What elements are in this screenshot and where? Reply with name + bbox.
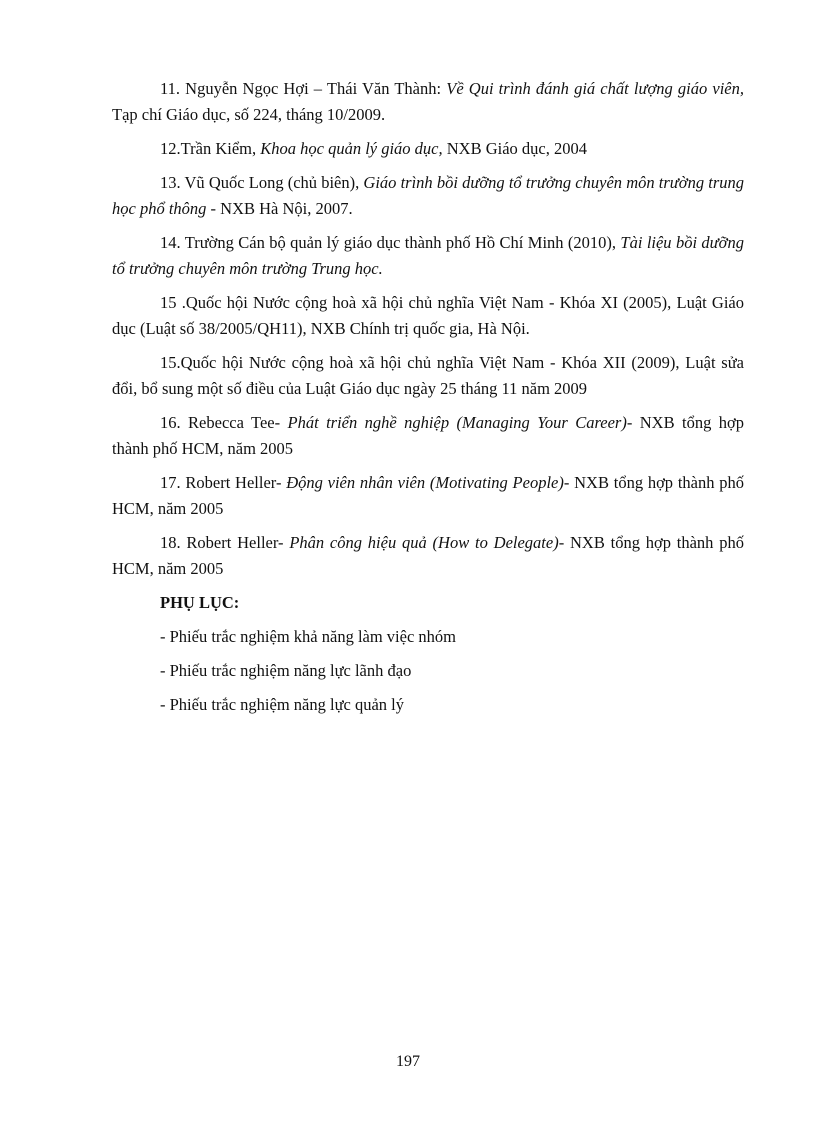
reference-title: Khoa học quản lý giáo dục, (260, 139, 443, 158)
reference-title: Phát triển nghề nghiệp (Managing Your Career) (287, 413, 627, 432)
reference-item (112, 136, 744, 162)
reference-prefix: 16. Rebecca Tee- (160, 413, 288, 432)
reference-title: Giáo trình bồi dưỡng tổ trưởng chuyên môn trường trung học phổ thông (112, 173, 745, 218)
reference-suffix: - NXB Hà Nội, 2007. (206, 199, 353, 218)
appendix-item: - Phiếu trắc nghiệm năng lực quản lý (160, 695, 405, 714)
reference-prefix: 14. Trường Cán bộ quản lý giáo dục thành phố Hồ Chí Minh (2010), (160, 233, 621, 252)
reference-list (112, 76, 744, 726)
appendix-item: - Phiếu trắc nghiệm khả năng làm việc nhóm (160, 627, 457, 646)
reference-suffix: NXB Giáo dục, 2004 (442, 139, 587, 158)
reference-prefix: 13. Vũ Quốc Long (chủ biên), (160, 173, 364, 192)
appendix-section (112, 590, 744, 718)
appendix-title: PHỤ LỤC: (160, 593, 240, 612)
reference-item (112, 530, 744, 582)
reference-suffix: Tạp chí Giáo dục, số 224, tháng 10/2009. (112, 105, 386, 124)
appendix-item: - Phiếu trắc nghiệm năng lực lãnh đạo (160, 661, 412, 680)
page-number: 197 (396, 1053, 420, 1070)
reference-prefix: 18. Robert Heller- (160, 533, 290, 552)
reference-prefix: 12.Trần Kiểm, (160, 139, 261, 158)
reference-item (112, 290, 744, 342)
reference-item (112, 76, 744, 128)
reference-item (112, 470, 744, 522)
reference-suffix: - NXB tổng hợp thành phố HCM, năm 2005 (112, 533, 744, 578)
reference-suffix: - NXB tổng hợp thành phố HCM, năm 2005 (112, 413, 744, 458)
reference-prefix: 15.Quốc hội Nước cộng hoà xã hội chủ nghĩa Việt Nam - Khóa XII (2009), Luật sửa đổi, bổ sung một số điều của Luật Giáo dục ngày 25 tháng 11 năm 2009 (112, 353, 744, 398)
reference-title: Về Qui trình đánh giá chất lượng giáo viên, (446, 79, 744, 98)
reference-prefix: 11. Nguyễn Ngọc Hợi – Thái Văn Thành: (160, 79, 447, 98)
reference-title: Tài liệu bồi dưỡng tổ trưởng chuyên môn trường Trung học. (112, 233, 744, 278)
reference-item (112, 410, 744, 462)
reference-item (112, 350, 744, 402)
reference-item (112, 170, 744, 222)
reference-suffix: - NXB tổng hợp thành phố HCM, năm 2005 (112, 473, 744, 518)
reference-item (112, 230, 744, 282)
reference-title: Động viên nhân viên (Motivating People) (286, 473, 564, 492)
reference-prefix: 15 .Quốc hội Nước cộng hoà xã hội chủ nghĩa Việt Nam - Khóa XI (2005), Luật Giáo dục (Luật số 38/2005/QH11), NXB Chính trị quốc gia, Hà Nội. (112, 293, 744, 338)
reference-title: Phân công hiệu quả (How to Delegate) (289, 533, 559, 552)
reference-prefix: 17. Robert Heller- (160, 473, 287, 492)
